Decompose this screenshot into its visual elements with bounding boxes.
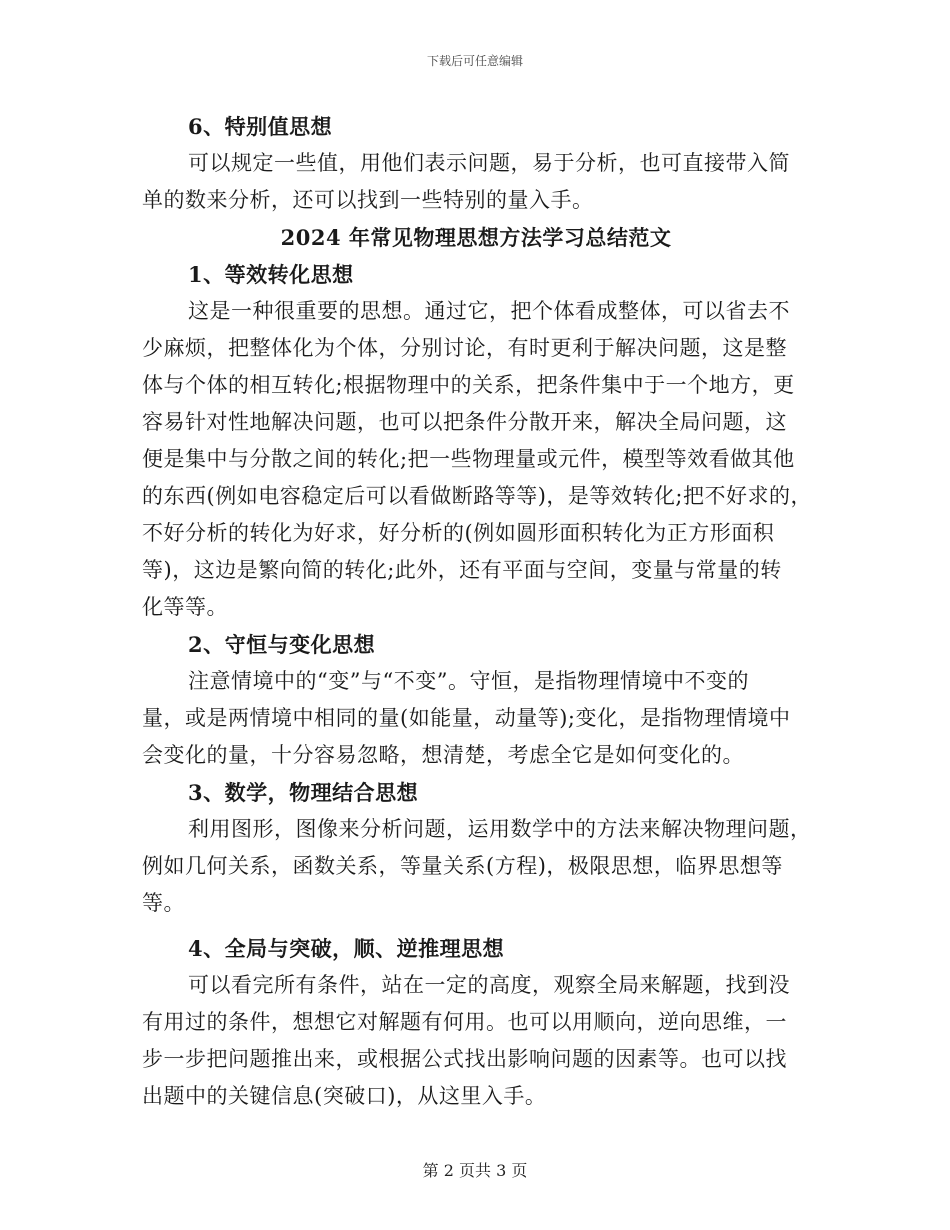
paragraph-line: 单的数来分析，还可以找到一些特别的量入手。 — [142, 188, 594, 212]
paragraph-line: 便是集中与分散之间的转化;把一些物理量或元件，模型等效看做其他 — [142, 447, 795, 471]
section-heading: 4、全局与突破，顺、逆推理思想 — [188, 936, 505, 961]
paragraph-line: 等)，这边是繁向简的转化;此外，还有平面与空间，变量与常量的转 — [142, 558, 782, 582]
spacer — [142, 922, 810, 930]
paragraph-line: 步一步把问题推出来，或根据公式找出影响问题的因素等。也可以找 — [142, 1047, 787, 1071]
document-body — [142, 108, 810, 1115]
paragraph-line: 量，或是两情境中相同的量(如能量，动量等);变化，是指物理情境中 — [142, 706, 791, 730]
page-header: 下载后可任意编辑 — [426, 54, 523, 68]
section-heading: 2、守恒与变化思想 — [188, 632, 376, 657]
paragraph-line: 化等等。 — [142, 595, 228, 619]
paragraph-line: 注意情境中的“变”与“不变”。守恒，是指物理情境中不变的 — [188, 669, 749, 693]
page-footer: 第 2 页共 3 页 — [422, 1161, 528, 1180]
paragraph-line: 有用过的条件，想想它对解题有何用。也可以用顺向，逆向思维，一 — [142, 1010, 787, 1034]
section-heading: 1、等效转化思想 — [188, 262, 354, 287]
document-title: 2024 年常见物理思想方法学习总结范文 — [280, 225, 672, 250]
paragraph-line: 等。 — [142, 891, 185, 915]
paragraph-line: 体与个体的相互转化;根据物理中的关系，把条件集中于一个地方，更 — [142, 373, 795, 397]
paragraph-line: 的东西(例如电容稳定后可以看做断路等等)，是等效转化;把不好求的， — [142, 484, 812, 508]
paragraph-line: 可以看完所有条件，站在一定的高度，观察全局来解题，找到没 — [188, 973, 790, 997]
section-heading: 3、数学，物理结合思想 — [188, 780, 419, 805]
paragraph-line: 不好分析的转化为好求，好分析的(例如圆形面积转化为正方形面积 — [142, 521, 775, 545]
paragraph-line: 会变化的量，十分容易忽略，想清楚，考虑全它是如何变化的。 — [142, 743, 744, 767]
paragraph-line: 出题中的关键信息(突破口)，从这里入手。 — [142, 1084, 547, 1108]
paragraph-line: 例如几何关系，函数关系，等量关系(方程)，极限思想，临界思想等 — [142, 854, 783, 878]
section-heading: 6、特别值思想 — [188, 114, 333, 139]
paragraph-line: 容易针对性地解决问题，也可以把条件分散开来，解决全局问题，这 — [142, 410, 787, 434]
paragraph-line: 这是一种很重要的思想。通过它，把个体看成整体，可以省去不 — [188, 299, 790, 323]
paragraph-line: 可以规定一些值，用他们表示问题，易于分析，也可直接带入简 — [188, 151, 790, 175]
paragraph-line: 利用图形，图像来分析问题，运用数学中的方法来解决物理问题， — [188, 817, 812, 841]
paragraph-line: 少麻烦，把整体化为个体，分别讨论，有时更利于解决问题，这是整 — [142, 336, 787, 360]
